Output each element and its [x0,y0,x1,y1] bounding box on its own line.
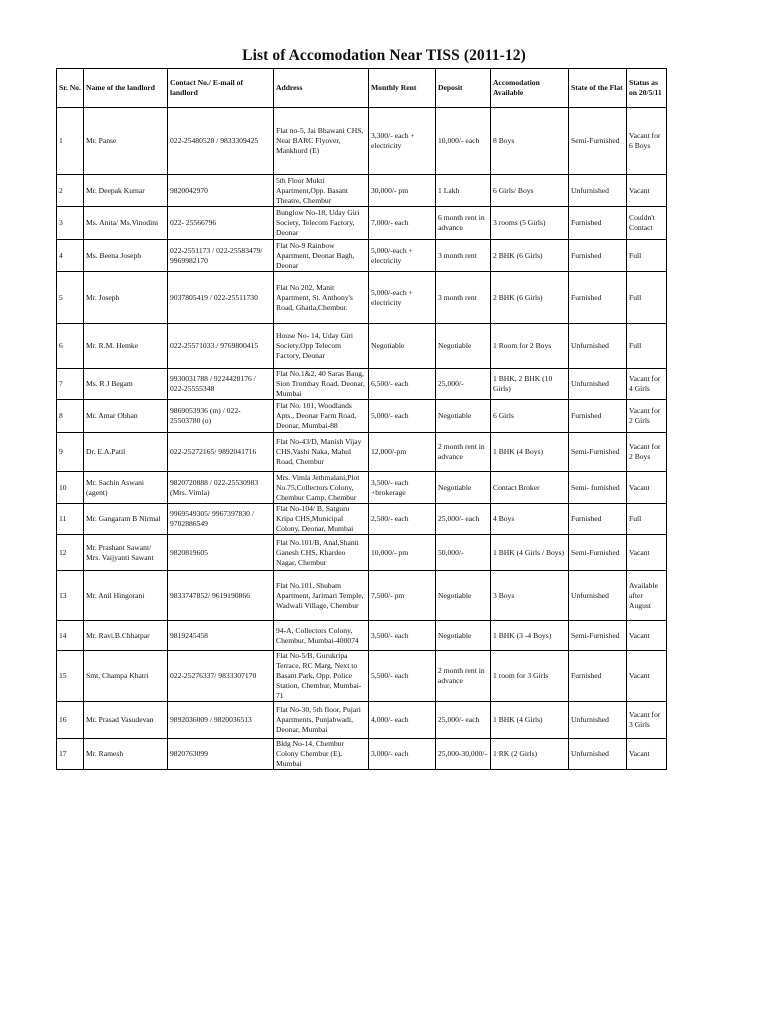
landlord-name-cell: Mr. Prashant Sawant/ Mrs. Vaijyanti Sawant [84,535,168,571]
deposit-cell: Negotiable [436,400,491,433]
status-cell: Full [627,324,667,369]
landlord-name-cell: Mr. Gangaram B Nirmal [84,504,168,535]
landlord-name-cell: Mr. Deepak Kumar [84,175,168,207]
deposit-cell: Negotiable [436,621,491,651]
monthly-rent-cell: 7,500/- pm [369,571,436,621]
contact-cell: 9869053936 (m) / 022-25503780 (o) [168,400,274,433]
deposit-cell: 6 month rent in advance [436,207,491,240]
deposit-cell: Negotiable [436,571,491,621]
contact-cell: 9819245458 [168,621,274,651]
contact-cell: 9820763099 [168,739,274,770]
monthly-rent-cell: 7,000/- each [369,207,436,240]
deposit-cell: 2 month rent in advance [436,651,491,702]
accommodation-table [56,68,667,770]
monthly-rent-cell: 3,500/- each +brokerage [369,472,436,504]
sr-no-cell: 9 [57,433,84,472]
flat-state-cell: Semi-Furnished [569,535,627,571]
flat-state-cell: Semi- furnished [569,472,627,504]
address-cell: Bunglow No-18, Uday Giri Society, Telecom Factory, Deonar [274,207,369,240]
header-status: Status as on 20/5/11 [627,69,667,108]
sr-no-cell: 13 [57,571,84,621]
accommodation-cell: 1 BHK (4 Girls / Boys) [491,535,569,571]
status-cell: Vacant [627,621,667,651]
landlord-name-cell: Ms. R J Begam [84,369,168,400]
landlord-name-cell: Ms. Anita/ Ms.Vinodini [84,207,168,240]
table-row [57,400,667,433]
sr-no-cell: 1 [57,108,84,175]
address-cell: Flat No-9 Rainbow Apartment, Deonar Bagh, Deonar [274,240,369,272]
accommodation-cell: 3 Boys [491,571,569,621]
accommodation-cell: 4 Boys [491,504,569,535]
flat-state-cell: Furnished [569,651,627,702]
header-contact: Contact No./ E-mail of landlord [168,69,274,108]
sr-no-cell: 7 [57,369,84,400]
sr-no-cell: 12 [57,535,84,571]
landlord-name-cell: Dr. E.A.Patil [84,433,168,472]
contact-cell: 9820819605 [168,535,274,571]
flat-state-cell: Furnished [569,272,627,324]
sr-no-cell: 2 [57,175,84,207]
address-cell: 5th Floor Mukti Apartment,Opp. Basant Theatre, Chembur [274,175,369,207]
deposit-cell: 3 month rent [436,272,491,324]
table-row [57,651,667,702]
header-sr-no: Sr. No. [57,69,84,108]
address-cell: Flat No.1&2, 40 Saras Baug, Sion Trombay Road, Deonar, Mumbai [274,369,369,400]
accommodation-cell: 8 Boys [491,108,569,175]
accommodation-cell: 2 BHK (6 Girls) [491,272,569,324]
landlord-name-cell: Mr. Ramesh [84,739,168,770]
status-cell: Vacant for 2 Boys [627,433,667,472]
contact-cell: 9820720888 / 022-25530983 (Mrs. Vimla) [168,472,274,504]
table-row [57,369,667,400]
flat-state-cell: Unfurnished [569,175,627,207]
landlord-name-cell: Mr. Ravi.B.Chhatpar [84,621,168,651]
header-monthly-rent: Monthly Rent [369,69,436,108]
table-row [57,207,667,240]
address-cell: Flat No 202, Manit Apartment, St. Anthony's Road, Ghatla,Chembur. [274,272,369,324]
flat-state-cell: Semi-Furnished [569,621,627,651]
landlord-name-cell: Mr. Sachin Aswani (agent) [84,472,168,504]
contact-cell: 9930031788 / 9224428176 / 022-25555348 [168,369,274,400]
contact-cell: 022-25276337/ 9833307170 [168,651,274,702]
table-row [57,571,667,621]
monthly-rent-cell: 6,500/- each [369,369,436,400]
flat-state-cell: Semi-Furnished [569,108,627,175]
contact-cell: 022-25571033 / 9769800415 [168,324,274,369]
landlord-name-cell: Smt. Champa Khatri [84,651,168,702]
status-cell: Vacant for 4 Girls [627,369,667,400]
sr-no-cell: 17 [57,739,84,770]
contact-cell: 9037805419 / 022-25511730 [168,272,274,324]
landlord-name-cell: Ms. Beena Joseph [84,240,168,272]
address-cell: House No- 14, Uday Giri Society,Opp Telecom Factory, Deonar [274,324,369,369]
deposit-cell: 10,000/- each [436,108,491,175]
sr-no-cell: 5 [57,272,84,324]
address-cell: 94-A, Collectors Colony, Chembur, Mumbai-400074 [274,621,369,651]
contact-cell: 022- 25566796 [168,207,274,240]
table-row [57,175,667,207]
table-row [57,472,667,504]
address-cell: Flat No-30, 5th floor, Pujari Apartments, Punjabwadi, Deonar, Mumbai [274,702,369,739]
status-cell: Vacant for 2 Girls [627,400,667,433]
address-cell: Flat No-5/B, Gurukripa Terrace, RC Marg, Next to Basant Park, Opp. Police Station, Chembur, Mumbai-71 [274,651,369,702]
contact-cell: 022-2551173 / 022-25583479/ 9969982170 [168,240,274,272]
accommodation-cell: 1 BHK, 2 BHK (10 Girls) [491,369,569,400]
page-title: List of Accomodation Near TISS (2011-12) [242,47,526,64]
monthly-rent-cell: 12,000/-pm [369,433,436,472]
sr-no-cell: 16 [57,702,84,739]
address-cell: Flat No.101/B, Anal,Shanti Ganesh CHS, Khardeo Nagar, Chembur [274,535,369,571]
contact-cell: 9892036009 / 9820036513 [168,702,274,739]
table-row [57,739,667,770]
table-row [57,504,667,535]
status-cell: Vacant [627,739,667,770]
monthly-rent-cell: 5,000/-each + electricity [369,240,436,272]
sr-no-cell: 3 [57,207,84,240]
accommodation-cell: 1 Room for 2 Boys [491,324,569,369]
accommodation-cell: 6 Girls [491,400,569,433]
contact-cell: 9820042970 [168,175,274,207]
accommodation-cell: 2 BHK (6 Girls) [491,240,569,272]
address-cell: Bldg No-14, Chembur Colony Chembur (E), Mumbai [274,739,369,770]
deposit-cell: 25,000-30,000/- [436,739,491,770]
table-row [57,621,667,651]
accommodation-cell: 1 room for 3 Girls [491,651,569,702]
table-row [57,535,667,571]
landlord-name-cell: Mr. Prasad Vasudevan [84,702,168,739]
header-landlord-name: Name of the landlord [84,69,168,108]
flat-state-cell: Furnished [569,400,627,433]
monthly-rent-cell: 3,000/- each [369,739,436,770]
flat-state-cell: Furnished [569,240,627,272]
landlord-name-cell: Mr. Joseph [84,272,168,324]
monthly-rent-cell: 30,000/- pm [369,175,436,207]
address-cell: Mrs. Vimla Jethmalani,Plot No.75,Collectors Colony, Chembur Camp, Chembur [274,472,369,504]
status-cell: Vacant for 3 Girls [627,702,667,739]
sr-no-cell: 11 [57,504,84,535]
table-body [57,108,667,770]
accommodation-cell: 1 BHK (4 Girls) [491,702,569,739]
contact-cell: 9833747852/ 9619190866 [168,571,274,621]
flat-state-cell: Unfurnished [569,369,627,400]
sr-no-cell: 6 [57,324,84,369]
flat-state-cell: Furnished [569,207,627,240]
accommodation-cell: 1 BHK (3 -4 Boys) [491,621,569,651]
header-address: Address [274,69,369,108]
deposit-cell: Negotiable [436,324,491,369]
status-cell: Full [627,504,667,535]
table-row [57,108,667,175]
flat-state-cell: Unfurnished [569,571,627,621]
sr-no-cell: 10 [57,472,84,504]
landlord-name-cell: Mr. Panse [84,108,168,175]
status-cell: Full [627,272,667,324]
deposit-cell: 2 month rent in advance [436,433,491,472]
sr-no-cell: 14 [57,621,84,651]
deposit-cell: 25,000/- [436,369,491,400]
landlord-name-cell: Mr. R.M. Hemke [84,324,168,369]
status-cell: Couldn't Contact [627,207,667,240]
address-cell: Flat No-104/ B, Satguru Kripa CHS,Municipal Colony, Deonar, Mumbai [274,504,369,535]
header-accommodation: Accomodation Available [491,69,569,108]
table-row [57,702,667,739]
accommodation-cell: Contact Broker [491,472,569,504]
monthly-rent-cell: 5,000/- each [369,400,436,433]
sr-no-cell: 4 [57,240,84,272]
status-cell: Vacant [627,175,667,207]
monthly-rent-cell: 4,000/- each [369,702,436,739]
contact-cell: 022-25480528 / 9833309425 [168,108,274,175]
address-cell: Flat no-5, Jai Bhawani CHS, Near BARC Flyover, Mankhurd (E) [274,108,369,175]
deposit-cell: 25,000/- each [436,504,491,535]
monthly-rent-cell: 3,300/- each + electricity [369,108,436,175]
flat-state-cell: Furnished [569,504,627,535]
flat-state-cell: Unfurnished [569,739,627,770]
monthly-rent-cell: 2,500/- each [369,504,436,535]
landlord-name-cell: Mr. Anil Hingorani [84,571,168,621]
flat-state-cell: Unfurnished [569,702,627,739]
flat-state-cell: Semi-Furnished [569,433,627,472]
deposit-cell: 25,000/- each [436,702,491,739]
header-flat-state: State of the Flat [569,69,627,108]
contact-cell: 022-25272165/ 9892041716 [168,433,274,472]
table-row [57,324,667,369]
sr-no-cell: 15 [57,651,84,702]
sr-no-cell: 8 [57,400,84,433]
deposit-cell: 1 Lakh [436,175,491,207]
accommodation-cell: 1 RK (2 Girls) [491,739,569,770]
header-row [57,69,667,108]
deposit-cell: 3 month rent [436,240,491,272]
accommodation-cell: 3 rooms (5 Girls) [491,207,569,240]
monthly-rent-cell: 3,500/- each [369,621,436,651]
status-cell: Vacant [627,472,667,504]
table-row [57,433,667,472]
accommodation-cell: 1 BHK (4 Boys) [491,433,569,472]
address-cell: Flat No. 101, Woodlands Apts., Deonar Farm Road, Deonar, Mumbai-88 [274,400,369,433]
monthly-rent-cell: 10,000/- pm [369,535,436,571]
landlord-name-cell: Mr. Amar Obhan [84,400,168,433]
status-cell: Full [627,240,667,272]
monthly-rent-cell: 5,000/-each + electricity [369,272,436,324]
deposit-cell: 50,000/- [436,535,491,571]
table-header [57,69,667,108]
status-cell: Vacant [627,651,667,702]
monthly-rent-cell: 5,500/- each [369,651,436,702]
status-cell: Vacant [627,535,667,571]
monthly-rent-cell: Negotiable [369,324,436,369]
header-deposit: Deposit [436,69,491,108]
flat-state-cell: Unfurnished [569,324,627,369]
address-cell: Flat No-43/D, Manish Vijay CHS,Vashi Naka, Mahul Road, Chembur [274,433,369,472]
address-cell: Flat No.101, Shubam Apartment, Jarimari Temple, Wadwali Village, Chembur [274,571,369,621]
status-cell: Available after August [627,571,667,621]
accommodation-cell: 6 Girls/ Boys [491,175,569,207]
status-cell: Vacant for 6 Boys [627,108,667,175]
contact-cell: 9969549305/ 9967397830 / 9702886549 [168,504,274,535]
deposit-cell: Negotiable [436,472,491,504]
table-row [57,272,667,324]
table-row [57,240,667,272]
